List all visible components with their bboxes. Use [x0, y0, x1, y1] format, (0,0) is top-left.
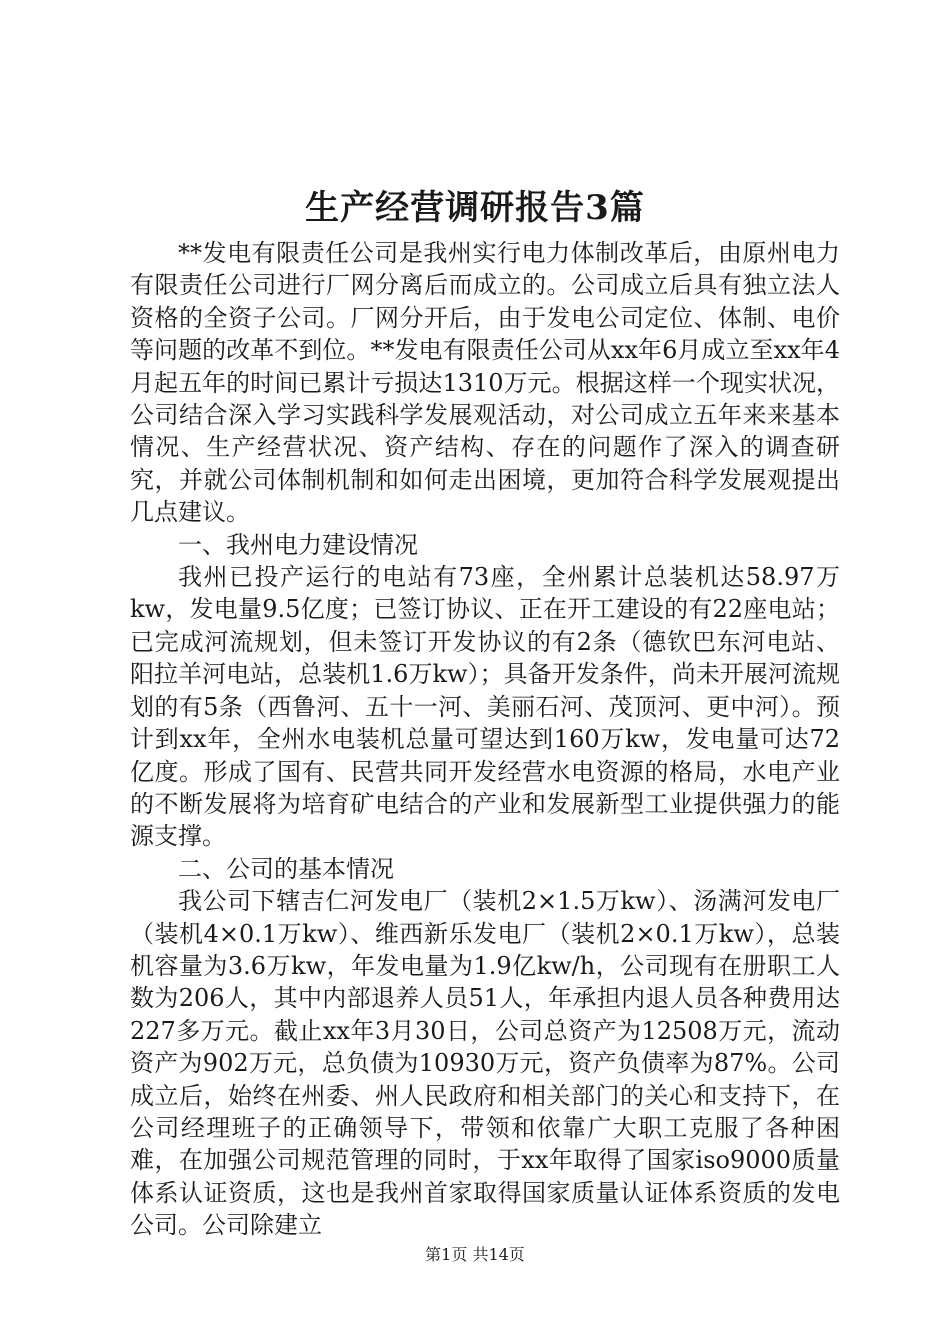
paragraph-power-construction: 我州已投产运行的电站有73座，全州累计总装机达58.97万kw，发电量9.5亿度；已签订协议、正在开工建设的有22座电站；已完成河流规划，但未签订开发协议的有2条（德钦巴东河电站、阳拉羊河电站，总装机1.6万kw）；具备开发条件，尚未开展河流规划的有5条（西鲁河、五十一河、美丽石河、茂顶河、更中河）。预计到xx年，全州水电装机总量可望达到160万kw，发电量可达72亿度。形成了国有、民营共同开发经营水电资源的格局，水电产业的不断发展将为培育矿电结合的产业和发展新型工业提供强力的能源支撑。 — [130, 563, 840, 851]
document-title: 生产经营调研报告3篇 — [305, 188, 645, 228]
page-footer: 第1页 共14页 — [425, 1245, 525, 1264]
paragraph-company-basics: 我公司下辖吉仁河发电厂（装机2×1.5万kw）、汤满河发电厂（装机4×0.1万kw）、维西新乐发电厂（装机2×0.1万kw），总装机容量为3.6万kw，年发电量为1.9亿kw/h，公司现有在册职工人数为206人，其中内部退养人员51人，年承担内退人员各种费用达227多万元。截止xx年3月30日，公司总资产为12508万元，流动资产为902万元，总负债为10930万元，资产负债率为87%。公司成立后，始终在州委、州人民政府和相关部门的关心和支持下，在公司经理班子的正确领导下，带领和依靠广大职工克服了各种困难，在加强公司规范管理的同时，于xx年取得了国家iso9000质量体系认证资质，这也是我州首家取得国家质量认证体系资质的发电公司。公司除建立 — [130, 887, 840, 1240]
paragraph-intro: **发电有限责任公司是我州实行电力体制改革后，由原州电力有限责任公司进行厂网分离后而成立的。公司成立后具有独立法人资格的全资子公司。厂网分开后，由于发电公司定位、体制、电价等问题的改革不到位。**发电有限责任公司从xx年6月成立至xx年4月起五年的时间已累计亏损达1310万元。根据这样一个现实状况，公司结合深入学习实践科学发展观活动，对公司成立五年来来基本情况、生产经营状况、资产结构、存在的问题作了深入的调查研究，并就公司体制机制和如何走出困境，更加符合科学发展观提出几点建议。 — [130, 239, 840, 527]
section-heading-2: 二、公司的基本情况 — [178, 854, 394, 883]
document-body — [130, 237, 840, 1242]
section-heading-1: 一、我州电力建设情况 — [178, 530, 418, 559]
